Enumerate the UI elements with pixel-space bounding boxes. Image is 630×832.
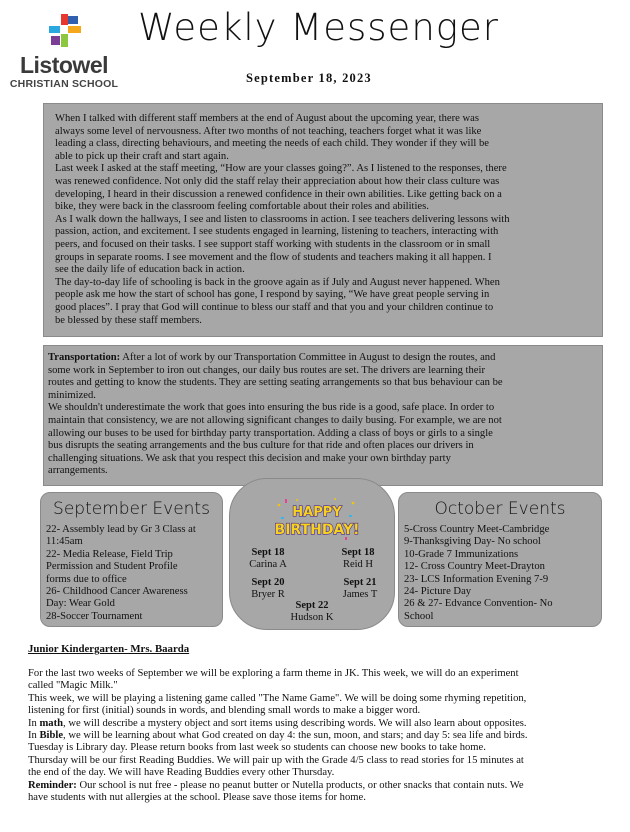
event-line: Day: Wear Gold xyxy=(46,598,115,610)
event-line: 12- Cross Country Meet-Drayton xyxy=(404,561,545,573)
message-line: developing, I heard in their discussion a renewed confidence in their own abilities. Like getting back on a xyxy=(55,188,502,200)
jk-line: Reminder: Our school is nut free - please no peanut butter or Nutella products, or other snacks that contain nuts. We xyxy=(28,779,524,791)
birthday-entry: Sept 18 Reid H xyxy=(341,547,375,570)
event-line: 11:45am xyxy=(46,536,83,548)
october-events-list xyxy=(404,524,596,623)
event-line: 24- Picture Day xyxy=(404,586,472,598)
event-line: 22- Media Release, Field Trip xyxy=(46,548,173,560)
math-label: math xyxy=(39,717,64,729)
event-line: School xyxy=(404,610,434,622)
transport-line: allowing our buses to be used for birthday party transportation. Adding a class of boys or girls to a single xyxy=(48,427,493,439)
event-line: 5-Cross Country Meet-Cambridge xyxy=(404,524,550,535)
school-name: Listowel xyxy=(19,52,108,78)
transport-line: bus disrupts the seating arrangements and the bus culture for that ride and often places our drivers in xyxy=(48,440,474,452)
message-line: leading a class, directing behaviours, and meeting the needs of each child. They wonder if they will be xyxy=(55,138,490,150)
newsletter-title: Weekly Messenger xyxy=(138,6,499,49)
message-line: Last week I asked at the staff meeting, “How are your classes going?”. As I listened to the responses, there xyxy=(55,163,507,175)
cross-logo-icon xyxy=(48,14,82,48)
jk-line: Thursday will be our first Reading Buddies. We will pair up with the Grade 4/5 class to read stories for 15 minutes at xyxy=(28,754,524,766)
transport-line: Transportation: After a lot of work by our Transportation Committee in August to design the routes, and xyxy=(48,352,496,363)
event-line: 28-Soccer Tournament xyxy=(46,610,143,622)
transport-line: routes and getting to know the students. They are setting seating arrangements so that bus behaviour can be xyxy=(48,377,503,389)
badge-bottom-text: BIRTHDAY! xyxy=(275,522,359,538)
school-subtitle: CHRISTIAN SCHOOL xyxy=(9,78,119,90)
jk-line: called "Magic Milk." xyxy=(28,680,118,692)
transport-line: challenging situations. We ask that you respect this decision and make your own birthday party xyxy=(48,452,451,464)
event-line: 9-Thanksgiving Day- No school xyxy=(404,536,541,548)
event-line: 10-Grade 7 Immunizations xyxy=(404,548,519,560)
event-line: 26 & 27- Edvance Convention- No xyxy=(404,598,553,610)
september-events-list xyxy=(46,524,217,623)
september-events-title: September Events xyxy=(53,499,210,519)
bible-label: Bible xyxy=(39,730,64,742)
birthday-entry: Sept 21 James T xyxy=(342,577,378,600)
jk-line: For the last two weeks of September we will be exploring a farm theme in JK. This week, we will do an experiment xyxy=(28,668,519,679)
event-line: forms due to office xyxy=(46,573,127,585)
jk-line: listening for first (initial) sounds in words, and blending small words to make a bigger word. xyxy=(28,705,421,717)
jk-heading: Junior Kindergarten- Mrs. Baarda xyxy=(28,643,190,655)
transport-label: Transportation: xyxy=(48,352,121,363)
message-line: see the daily life of education back in action. xyxy=(55,264,245,276)
transportation-box xyxy=(43,345,603,486)
october-events-box xyxy=(398,492,602,627)
birthday-entry: Sept 22 Hudson K xyxy=(290,600,334,623)
jk-line: have students with nut allergies at the school. Please save those items for home. xyxy=(28,792,366,804)
birthdays-box xyxy=(229,478,395,630)
transport-line: minimized. xyxy=(48,389,96,401)
jk-line: the end of the day. We will have Reading Buddies every other Thursday. xyxy=(28,767,335,779)
badge-top-text: HAPPY xyxy=(292,505,342,520)
message-line: As I walk down the hallways, I see and listen to classrooms in action. I see teachers delivering lessons with xyxy=(55,213,510,225)
event-line: 23- LCS Information Evening 7-9 xyxy=(404,573,549,585)
jk-line: Tuesday is Library day. Please return books from last week so students can choose new books to take home. xyxy=(28,742,486,754)
message-line: always some level of nervousness. After two months of not teaching, teachers forget what it was like xyxy=(55,125,482,137)
message-line: groups in separate rooms. I see movement and the flow of students and teachers making it all happen. I xyxy=(55,251,492,263)
event-line: 26- Childhood Cancer Awareness xyxy=(46,586,188,598)
happy-birthday-badge xyxy=(275,497,359,541)
transport-line: arrangements. xyxy=(48,465,108,477)
jk-line: In math, we will describe a mystery object and sort items using describing words. We will also learn about opposites. xyxy=(28,717,527,729)
newsletter-date: September 18, 2023 xyxy=(246,71,372,85)
jk-line: In Bible, we will be learning about what God created on day 4: the sun, moon, and stars; and day 5: sea life and birds. xyxy=(28,730,528,742)
event-line: Permission and Student Profile xyxy=(46,561,178,573)
message-line: able to pick up their craft and start again. xyxy=(55,150,229,162)
message-line: be blessed by these staff members. xyxy=(55,314,202,326)
message-line: bike, they were back in the classroom feeling comfortable about their roles and abilities. xyxy=(55,201,429,213)
message-line: people ask me how the start of school has gone, I respond by saying, “We have great people serving in xyxy=(55,289,490,301)
september-events-box xyxy=(40,492,223,627)
jk-section xyxy=(28,668,613,804)
message-line: was renewed confidence. Not only did the staff relay their appreciation about how their class culture was xyxy=(55,175,500,187)
school-logo xyxy=(8,14,118,94)
message-line: passion, action, and excitement. I see students engaged in learning, listening to teachers, interacting with xyxy=(55,226,499,238)
transport-line: some work in September to iron out changes, our daily bus routes are set. The drivers are learning their xyxy=(48,364,485,376)
principal-message-box xyxy=(43,103,603,337)
jk-line: This week, we will be playing a listening game called "The Name Game". We will be doing some rhyming repetition, xyxy=(28,692,527,704)
transport-line: We shouldn't underestimate the work that goes into ensuring the bus ride is a good, safe place. In order to xyxy=(48,402,495,414)
message-line: peers, and focused on their tasks. I see support staff working with students in the classroom or in small xyxy=(55,238,491,250)
event-line: 22- Assembly lead by Gr 3 Class at xyxy=(46,524,196,535)
transport-line: maintain that consistency, we are not allowing significant changes to daily busing. For example, we are not xyxy=(48,414,502,426)
birthday-entry: Sept 20 Bryer R xyxy=(251,577,285,600)
message-line: good places”. I pray that God will continue to bless our staff and that you and your children continue to xyxy=(55,301,494,313)
reminder-label: Reminder: xyxy=(28,779,77,791)
birthday-entry: Sept 18 Carina A xyxy=(249,547,287,570)
message-line: When I talked with different staff members at the end of August about the upcoming year, there was xyxy=(55,113,479,124)
message-line: The day-to-day life of schooling is back in the groove again as if July and August never happened. When xyxy=(55,276,500,288)
october-events-title: October Events xyxy=(434,499,566,519)
